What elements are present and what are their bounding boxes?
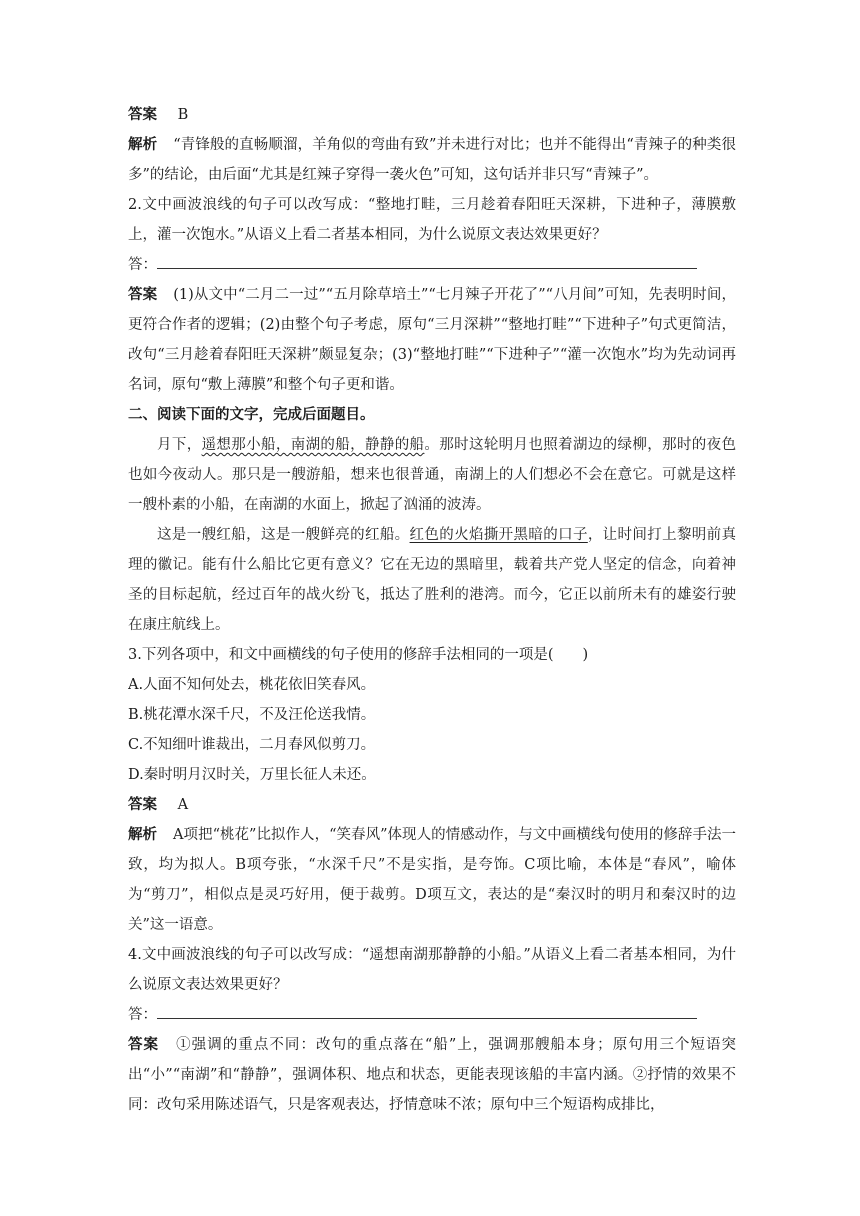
q3-answer-line xyxy=(128,790,736,820)
answer-label: 答案 xyxy=(128,107,157,123)
analysis-text: “青锋般的直畅顺溜，羊角似的弯曲有致”并未进行对比；也并不能得出“青辣子的种类很多”的结论，由后面“尤其是红辣子穿得一袭火色”可知，这句话并非只写“青辣子”。 xyxy=(128,137,736,183)
q4-question: 4.文中画波浪线的句子可以改写成：“遥想南湖那静静的小船。”从语义上看二者基本相同，为什么说原文表达效果更好？ xyxy=(128,947,736,993)
analysis-label: 解析 xyxy=(128,137,158,153)
reading-paragraph-2 xyxy=(128,520,736,640)
q3-option-d[interactable]: D.秦时明月汉时关，万里长征人未还。 xyxy=(128,767,376,783)
answer-text: (1)从文中“二月二一过”“五月除草培土”“七月辣子开花了”“八月间”可知，先表明时间，更符合作者的逻辑；(2)由整个句子考虑，原句“三月深耕”“整地打畦”“下进种子”句式更简洁，改句“三月趁着春阳旺天深耕”颇显复杂；(3)“整地打畦”“下进种子”“灌一次饱水”均为先动词再名词，原句“敷上薄膜”和整个句子更和谐。 xyxy=(128,287,736,393)
q4-answer-prompt-line xyxy=(128,1000,736,1030)
answer-label: 答案 xyxy=(128,797,157,813)
answer-prompt: 答： xyxy=(128,1007,157,1023)
wavy-underlined-sentence: 遥想那小船，南湖的船，静静的船 xyxy=(201,437,425,453)
answer-label: 答案 xyxy=(128,1037,160,1053)
answer-prompt: 答： xyxy=(128,257,157,273)
document-content xyxy=(128,100,736,1120)
para1-start: 月下， xyxy=(157,437,202,453)
answer-label: 答案 xyxy=(128,287,158,303)
para1-rest: 。那时这轮明月也照着湖边的绿柳，那时的夜色也如今夜动人。那只是一艘游船，想来也很普通，南湖上的人们想必不会在意它。可就是这样一艘朴素的小船，在南湖的水面上，掀起了汹涌的波涛。 xyxy=(128,437,737,513)
q4-answer xyxy=(128,1030,736,1120)
answer-value: A xyxy=(177,797,189,813)
q2-answer xyxy=(128,280,736,400)
para2-start: 这是一艘红船，这是一艘鲜亮的红船。 xyxy=(157,527,410,543)
underlined-sentence: 红色的火焰撕开黑暗的口子 xyxy=(409,527,588,543)
analysis-label: 解析 xyxy=(128,827,158,843)
answer-text: ①强调的重点不同：改句的重点落在“船”上，强调那艘船本身；原句用三个短语突出“小”“南湖”和“静静”，强调体积、地点和状态，更能表现该船的丰富内涵。②抒情的效果不同：改句采用陈述语气，只是客观表达，抒情意味不浓；原句中三个短语构成排比， xyxy=(128,1037,737,1113)
answer-blank-line[interactable] xyxy=(157,1000,697,1019)
q3-option-a[interactable]: A.人面不知何处去，桃花依旧笑春风。 xyxy=(128,677,376,693)
q2-answer-prompt-line xyxy=(128,250,736,280)
reading-paragraph-1 xyxy=(128,430,736,520)
analysis-text: A项把“桃花”比拟作人，“笑春风”体现人的情感动作，与文中画横线句使用的修辞手法一致，均为拟人。B项夸张，“水深千尺”不是实指，是夸饰。C项比喻，本体是“春风”，喻体为“剪刀”，相似点是灵巧好用，便于裁剪。D项互文，表达的是“秦汉时的明月和秦汉时的边关”这一语意。 xyxy=(128,827,736,933)
answer-value: B xyxy=(177,107,189,123)
answer-blank-line[interactable] xyxy=(157,250,697,269)
q3-option-c[interactable]: C.不知细叶谁裁出，二月春风似剪刀。 xyxy=(128,737,376,753)
q1-answer-line xyxy=(128,100,736,130)
q3-analysis xyxy=(128,820,736,940)
q1-analysis xyxy=(128,130,736,190)
q2-question: 2.文中画波浪线的句子可以改写成：“整地打畦，三月趁着春阳旺天深耕，下进种子，薄膜敷上，灌一次饱水。”从语义上看二者基本相同，为什么说原文表达效果更好？ xyxy=(128,197,736,243)
q3-question: 3.下列各项中，和文中画横线的句子使用的修辞手法相同的一项是( ) xyxy=(128,647,589,663)
q3-option-b[interactable]: B.桃花潭水深千尺，不及汪伦送我情。 xyxy=(128,707,376,723)
section-heading: 二、阅读下面的文字，完成后面题目。 xyxy=(128,407,375,423)
para2-rest: ，让时间打上黎明前真理的徽记。能有什么船比它更有意义？它在无边的黑暗里，载着共产党人坚定的信念，向着神圣的目标起航，经过百年的战火纷飞，抵达了胜利的港湾。而今，它正以前所未有的雄姿行驶在康庄航线上。 xyxy=(128,527,737,633)
